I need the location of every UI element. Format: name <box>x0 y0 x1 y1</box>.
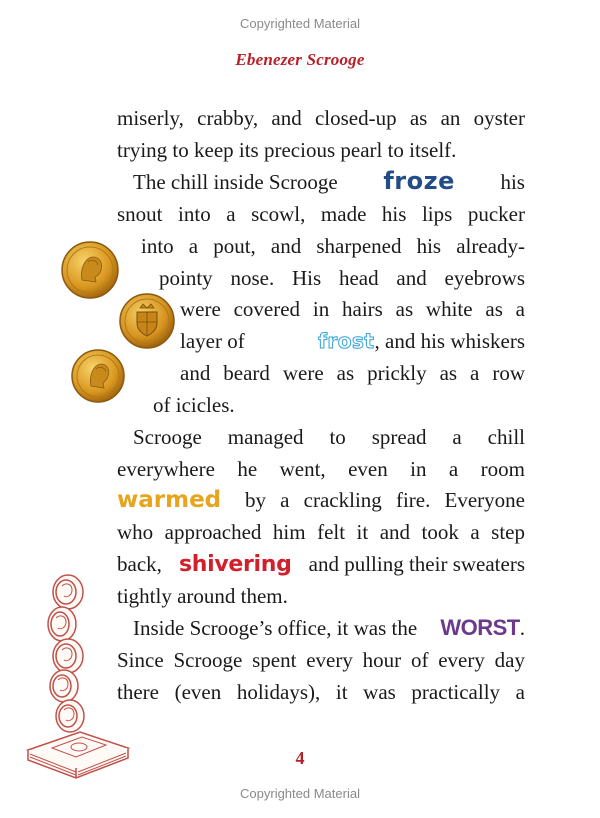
text-span: , and his whiskers <box>374 329 525 353</box>
copyright-watermark-top: Copyrighted Material <box>240 16 360 31</box>
text-span: . <box>519 616 525 640</box>
text-span: and pulling their sweaters <box>308 552 525 576</box>
text-line: of icicles. <box>153 393 235 417</box>
emphasis-word-warmed: warmed <box>117 487 222 513</box>
text-span: back, <box>117 552 162 576</box>
text-span: Inside Scrooge’s office, it was the <box>133 616 418 640</box>
text-line <box>180 329 525 353</box>
page-number: 4 <box>295 748 305 768</box>
text-line: tightly around them. <box>117 584 288 608</box>
text-span: The chill inside Scrooge <box>133 170 338 194</box>
text-line: and beard were as prickly as a row <box>180 361 525 385</box>
emphasis-word-shivering: shivering <box>178 552 292 577</box>
gold-coin-portrait-icon <box>70 348 126 404</box>
text-line: who approached him felt it and took a step <box>117 520 525 544</box>
text-line: everywhere he went, even in a room <box>117 457 525 481</box>
gold-coin-crest-icon <box>118 292 176 350</box>
text-line <box>133 169 525 193</box>
text-line <box>117 552 525 576</box>
text-line: snout into a scowl, made his lips pucker <box>117 202 525 226</box>
text-span: layer of <box>180 329 245 353</box>
gold-coin-portrait-icon <box>60 240 120 300</box>
text-line: there (even holidays), it was practically a <box>117 680 525 704</box>
copyright-watermark-bottom: Copyrighted Material <box>240 786 360 801</box>
text-line <box>117 488 525 512</box>
running-head: Ebenezer Scrooge <box>235 50 365 69</box>
text-line <box>133 616 525 640</box>
text-line: into a pout, and sharpened his already- <box>141 234 525 258</box>
text-line: trying to keep its precious pearl to itself. <box>117 138 457 162</box>
text-span: his <box>500 170 525 194</box>
text-line: miserly, crabby, and closed-up as an oyster <box>117 106 525 130</box>
text-span: by a crackling fire. Everyone <box>245 488 525 512</box>
text-line: were covered in hairs as white as a <box>180 297 525 321</box>
emphasis-word-frost: frost <box>318 329 375 353</box>
text-line: Scrooge managed to spread a chill <box>133 425 525 449</box>
text-line: pointy nose. His head and eyebrows <box>159 266 525 290</box>
text-line: Since Scrooge spent every hour of every day <box>117 648 525 672</box>
emphasis-word-worst: WORST <box>440 615 520 640</box>
emphasis-word-froze: froze <box>383 167 455 195</box>
